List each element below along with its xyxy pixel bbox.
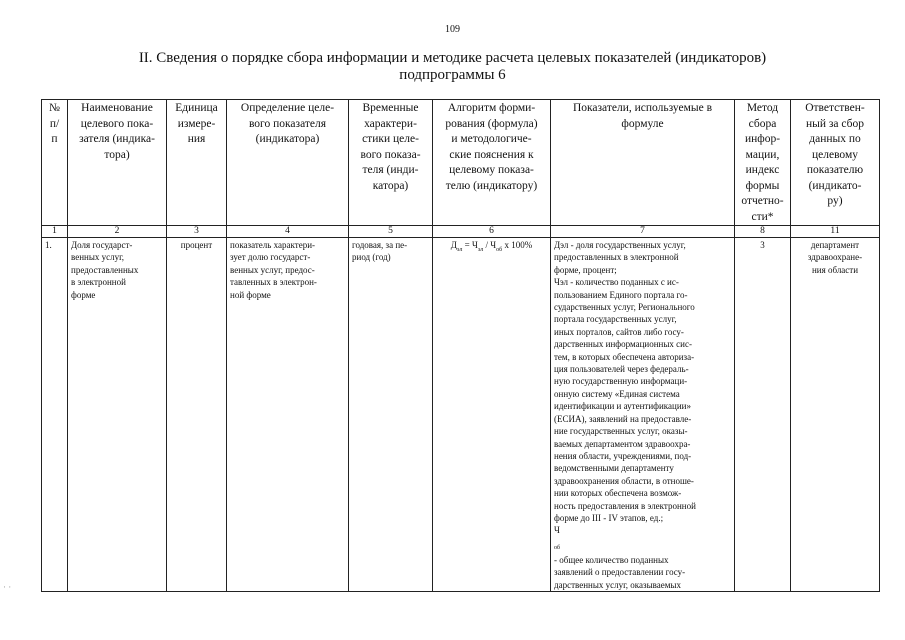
formula-sub-n: эл	[477, 246, 484, 253]
header-line: формы	[745, 179, 780, 192]
text-line: иных порталов, сайтов либо госу-	[554, 326, 684, 337]
text-line: в электронной	[71, 277, 126, 288]
text-line: ния области	[811, 264, 859, 275]
header-line: Ответствен-	[805, 102, 865, 114]
header-line: Показатели, используемые в	[572, 102, 713, 114]
header-line: (индикато-	[808, 179, 862, 192]
header-line: Временные	[362, 102, 419, 114]
text-line: ние государственных услуг, оказы-	[554, 426, 688, 437]
header-line: целевого пока-	[80, 117, 154, 130]
text-line: ную государственную информаци-	[554, 376, 688, 387]
header-line: стики целе-	[362, 133, 419, 145]
text-line: (ЕСИА), заявлений на предоставле-	[554, 413, 692, 424]
text-line: ной форме	[230, 289, 271, 300]
header-line: сти*	[751, 210, 774, 223]
text-line: Чэл - количество поданных с ис-	[554, 277, 679, 288]
text-line: форме, процент;	[554, 264, 617, 275]
text-line: венных услуг, предос-	[230, 264, 315, 275]
document-title	[60, 50, 845, 84]
header-line: целевому показа-	[449, 164, 534, 176]
text-line: предоставленных	[71, 264, 139, 275]
column-number: 2	[68, 226, 167, 238]
text-line: департамент	[810, 240, 860, 250]
indicator-symbol-sub: об	[554, 544, 561, 551]
formula-tail: х 100%	[502, 240, 533, 250]
header-line: катора)	[372, 179, 409, 192]
header-line: Определение целе-	[240, 102, 335, 114]
header-cell	[349, 100, 433, 226]
text-line: идентификации и аутентификации»	[554, 401, 691, 412]
header-line: тора)	[104, 148, 130, 161]
time-characteristics-cell	[349, 238, 433, 592]
header-line: инфор-	[744, 133, 781, 145]
header-line: Алгоритм форми-	[447, 102, 536, 114]
header-line: целевому	[811, 148, 858, 161]
text-line: годовая, за пе-	[352, 240, 408, 250]
corner-mark: · ·	[3, 582, 12, 592]
header-line: измере-	[177, 117, 216, 130]
text-line: здравоохранения области, в отноше-	[554, 475, 694, 486]
header-cell	[167, 100, 227, 226]
header-line: п	[51, 133, 58, 145]
formula-sub-d: эл	[456, 246, 463, 253]
title-line-2: подпрограммы 6	[399, 67, 506, 83]
responsible-cell	[791, 238, 880, 592]
row-number: 1.	[42, 238, 68, 592]
header-cell	[735, 100, 791, 226]
indicator-name	[68, 238, 167, 592]
header-cell	[42, 100, 68, 226]
text-line: нии которых обеспечена возмож-	[554, 488, 682, 499]
text-line: ваемых департаментом здравоохра-	[554, 438, 691, 449]
header-line: данных по	[809, 133, 861, 145]
header-line: Наименование	[81, 102, 153, 114]
text-line: форме до III - IV этапов, ед.;	[554, 512, 664, 523]
text-line: тавленных в электрон-	[230, 277, 317, 288]
header-line: отчетно-	[741, 195, 784, 207]
column-number: 1	[42, 226, 68, 238]
table-row	[42, 238, 880, 592]
header-line: (индикатора)	[255, 133, 320, 145]
text-line: сударственных услуг, Регионального	[554, 302, 695, 313]
header-line: ру)	[827, 195, 843, 207]
text-line: онную систему «Единая система	[554, 388, 680, 399]
indicators-tail-line: дарственных услуг, оказываемых	[554, 579, 681, 590]
page-number: 109	[445, 24, 460, 35]
header-line: ния	[187, 133, 206, 145]
indicator-symbol: Ч	[554, 525, 560, 536]
column-number: 11	[791, 226, 880, 238]
header-line: теля (инди-	[362, 164, 419, 176]
text-line: здравоохране-	[807, 252, 863, 263]
indicators-text	[554, 239, 731, 524]
header-line: мации,	[745, 148, 780, 161]
method-cell: 3	[735, 238, 791, 592]
text-line: зует долю государст-	[230, 252, 311, 263]
header-line: рования (формула)	[445, 117, 538, 130]
column-number: 4	[227, 226, 349, 238]
column-number: 7	[551, 226, 735, 238]
text-line: дарственных информационных сис-	[554, 339, 692, 350]
formula-div: / Ч	[483, 240, 497, 250]
column-number: 6	[433, 226, 551, 238]
column-number: 8	[735, 226, 791, 238]
header-line: вого показа-	[360, 148, 421, 161]
text-line: предоставленных в электронной	[554, 252, 679, 263]
header-line: ный за сбор	[805, 117, 865, 130]
definition-cell	[227, 238, 349, 592]
formula-indicators-cell	[551, 238, 735, 592]
text-line: показатель характери-	[230, 240, 316, 250]
column-number: 5	[349, 226, 433, 238]
text-line: риод (год)	[352, 252, 391, 263]
header-line: показателю	[806, 164, 864, 176]
header-line: сбора	[748, 117, 777, 130]
header-line: Единица	[175, 102, 218, 114]
text-line: венных услуг,	[71, 252, 125, 263]
unit-cell: процент	[167, 238, 227, 592]
header-line: характери-	[364, 117, 417, 130]
header-line: вого показателя	[248, 117, 327, 130]
indicators-tail-first: - общее количество поданных	[554, 554, 669, 565]
formula-sub-m: об	[496, 246, 503, 253]
header-line: и методологиче-	[451, 133, 532, 145]
header-cell	[68, 100, 167, 226]
header-line: формуле	[621, 117, 664, 130]
header-cell	[433, 100, 551, 226]
text-line: портала государственных услуг,	[554, 314, 677, 325]
header-line: индекс	[745, 164, 780, 176]
formula-eq: = Ч	[462, 240, 478, 250]
text-line: нения области, учреждениями, под-	[554, 450, 692, 461]
header-line: зателя (индика-	[79, 133, 155, 145]
text-line: пользованием Единого портала го-	[554, 289, 688, 300]
text-line: тем, в которых обеспечена авториза-	[554, 351, 695, 362]
formula-symbol-d: Д	[450, 240, 457, 250]
column-number-row	[42, 226, 880, 238]
text-line: Дэл - доля государственных услуг,	[554, 240, 686, 250]
text-line: ведомственными департаменту	[554, 463, 674, 474]
header-cell	[227, 100, 349, 226]
header-line: п/	[49, 117, 60, 130]
text-line: Доля государст-	[71, 240, 133, 250]
header-row	[42, 100, 880, 226]
text-line: ность предоставления в электронной	[554, 500, 696, 511]
column-number: 3	[167, 226, 227, 238]
indicators-tail-line: заявлений о предоставлении госу-	[554, 567, 686, 578]
header-line: Метод	[746, 102, 779, 114]
header-line: ские пояснения к	[449, 148, 534, 161]
header-line: №	[49, 102, 60, 114]
header-line: телю (индикатору)	[445, 179, 538, 192]
header-cell	[551, 100, 735, 226]
text-line: форме	[71, 289, 96, 300]
text-line: ция пользователей через федераль-	[554, 364, 689, 375]
title-line-1: II. Сведения о порядке сбора информации и методике расчета целевых показателей (индикаторов)	[138, 50, 767, 66]
header-cell	[791, 100, 880, 226]
formula-cell	[433, 238, 551, 592]
indicators-table	[41, 99, 880, 592]
